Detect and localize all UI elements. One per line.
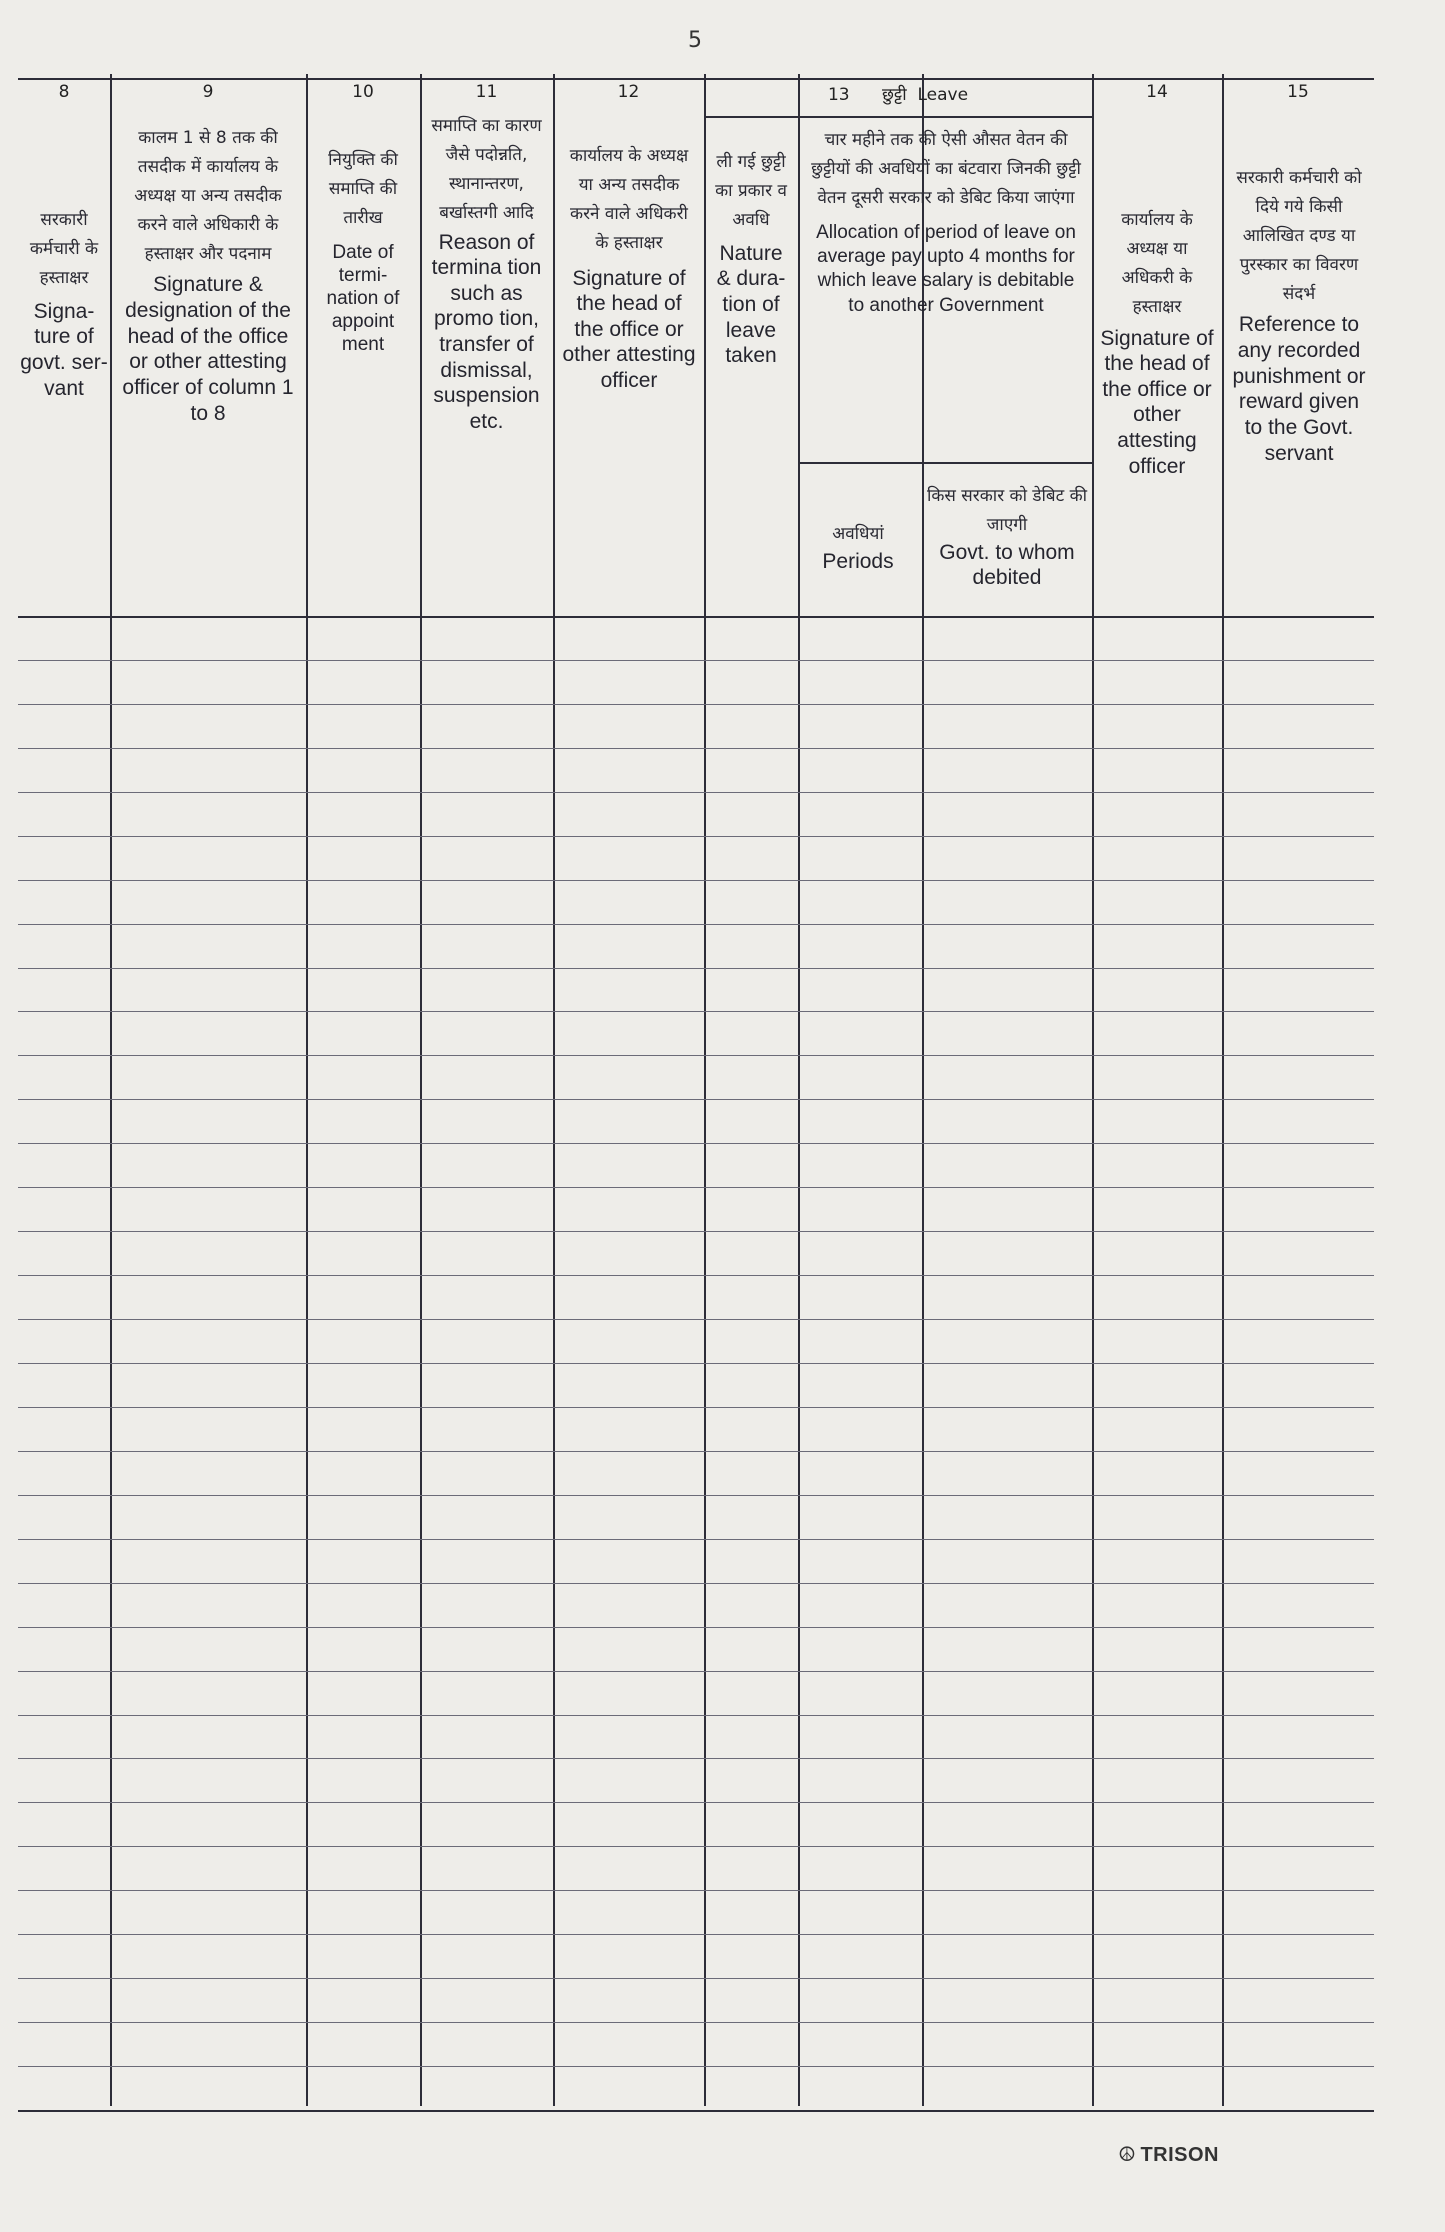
ruled-line [18, 748, 1374, 749]
col-10-header [314, 146, 412, 357]
ruled-line [18, 968, 1374, 969]
col-11-number: 11 [475, 82, 498, 102]
ruled-line [18, 1890, 1374, 1891]
ruled-line [18, 1495, 1374, 1496]
ruled-line [18, 1363, 1374, 1364]
ruled-line [18, 1934, 1374, 1935]
leave-allocation-english: Allocation of period of leave on average pay upto 4 months for which leave salary is debitable to another Government [816, 221, 1076, 316]
ruled-line [18, 1802, 1374, 1803]
ruled-line [18, 1407, 1374, 1408]
ruled-line [18, 2022, 1374, 2023]
ruled-line [18, 1275, 1374, 1276]
ruled-line [18, 1231, 1374, 1232]
ruled-line [18, 1011, 1374, 1012]
allocation-split-rule [798, 462, 1092, 464]
col-11-english: Reason of termina tion such as promo tion, transfer of dismissal, suspension etc. [431, 230, 542, 433]
header-top-rule [18, 78, 1374, 80]
col-12-english: Signature of the head of the office or other attesting officer [562, 266, 696, 392]
page-number: 5 [688, 28, 702, 53]
leave-nature-english: Nature & dura- tion of leave taken [716, 241, 786, 368]
leave-govt-hindi: किस सरकार को डेबिट की जाएगी [926, 486, 1088, 535]
col-9-header [118, 124, 298, 426]
ruled-line [18, 924, 1374, 925]
col-8-hindi: सरकारी कर्मचारी के हस्ताक्षर [29, 210, 99, 288]
ruled-line [18, 1715, 1374, 1716]
column-divider [1222, 74, 1224, 2106]
leave-allocation-header [808, 126, 1084, 318]
column-divider [798, 74, 800, 2106]
ruled-line [18, 1099, 1374, 1100]
leave-govt-header [926, 482, 1088, 591]
col-10-english: Date of termi- nation of appoint ment [326, 241, 400, 356]
col-8-english: Signa- ture of govt. ser- vant [20, 299, 108, 400]
leave-periods-header [802, 520, 914, 575]
col-11-hindi: समाप्ति का कारण जैसे पदोन्नति, स्थानान्तरण, बर्खास्तगी आदि [431, 116, 542, 223]
col-10-hindi: नियुक्ति की समाप्ति की तारीख [328, 150, 398, 228]
col-14-number: 14 [1146, 82, 1168, 102]
col-11-header [426, 112, 547, 434]
form-bottom-rule [18, 2110, 1374, 2112]
leave-nature-header [710, 148, 792, 369]
col-9-english: Signature & designation of the head of the office or other attesting officer of column 1 to 8 [122, 273, 294, 425]
ruled-line [18, 880, 1374, 881]
leave-allocation-hindi: चार महीने तक की ऐसी औसत वेतन की छुट्टीयों की अवधियों का बंटवारा जिनकी छुट्टी वेतन दूसरी सरकार को डेबिट किया जाएंगा [811, 130, 1081, 208]
leave-header-rule [704, 116, 1092, 118]
col-13-number: 13 [827, 85, 850, 105]
col-12-number: 12 [617, 82, 640, 102]
ruled-line [18, 1671, 1374, 1672]
col-14-header [1098, 206, 1216, 479]
col-10-number: 10 [352, 82, 374, 102]
col-15-english: Reference to any recorded punishment or reward given to the Govt. servant [1232, 313, 1366, 465]
column-divider [922, 74, 924, 2106]
ruled-line [18, 836, 1374, 837]
ruled-line [18, 1143, 1374, 1144]
ruled-line [18, 660, 1374, 661]
ruled-line [18, 1846, 1374, 1847]
ruled-line [18, 792, 1374, 793]
column-divider [306, 74, 308, 2106]
col-13-english-title: Leave [917, 85, 969, 105]
col-8-header [20, 206, 108, 401]
ruled-line [18, 1627, 1374, 1628]
ruled-line [18, 2066, 1374, 2067]
col-15-header [1228, 164, 1370, 466]
brand-name: TRISON [1140, 2144, 1219, 2166]
ruled-line [18, 1583, 1374, 1584]
ruled-line [18, 1451, 1374, 1452]
column-divider [704, 74, 706, 2106]
leave-govt-english: Govt. to whom debited [939, 540, 1075, 590]
col-12-hindi: कार्यालय के अध्यक्ष या अन्य तसदीक करने वाले अधिकरी के हस्ताक्षर [569, 146, 689, 253]
header-bottom-rule [18, 616, 1374, 618]
ruled-line [18, 1187, 1374, 1188]
col-14-hindi: कार्यालय के अध्यक्ष या अधिकरी के हस्ताक्षर [1121, 210, 1193, 317]
service-record-form [18, 74, 1374, 2112]
ruled-line [18, 1758, 1374, 1759]
ruled-line [18, 1539, 1374, 1540]
leave-nature-hindi: ली गई छुट्टी का प्रकार व अवधि [715, 152, 787, 230]
column-divider [553, 74, 555, 2106]
col-9-hindi: कालम 1 से 8 तक की तसदीक में कार्यालय के अध्यक्ष या अन्य तसदीक करने वाले अधिकारी के हस्ताक्षर और पदनाम [134, 128, 282, 264]
column-divider [110, 74, 112, 2106]
col-15-hindi: सरकारी कर्मचारी को दिये गये किसी आलिखित दण्ड या पुरस्कार का विवरण संदर्भ [1236, 168, 1362, 304]
col-15-number: 15 [1287, 82, 1309, 102]
ruled-line [18, 704, 1374, 705]
col-13-hindi-title: छुट्टी [882, 85, 907, 105]
ruled-line [18, 1319, 1374, 1320]
column-divider [420, 74, 422, 2106]
ruled-line [18, 1978, 1374, 1979]
leave-periods-hindi: अवधियां [832, 524, 884, 544]
trison-logo-icon: ☮ [1118, 2144, 1137, 2166]
ruled-line [18, 1055, 1374, 1056]
col-8-number: 8 [58, 82, 70, 102]
col-13-title [704, 82, 1092, 105]
col-12-header [562, 142, 696, 394]
column-divider [1092, 74, 1094, 2106]
col-14-english: Signature of the head of the office or other attesting officer [1100, 326, 1214, 478]
col-9-number: 9 [202, 82, 214, 102]
brand-mark [1118, 2142, 1219, 2167]
leave-periods-english: Periods [822, 549, 894, 573]
